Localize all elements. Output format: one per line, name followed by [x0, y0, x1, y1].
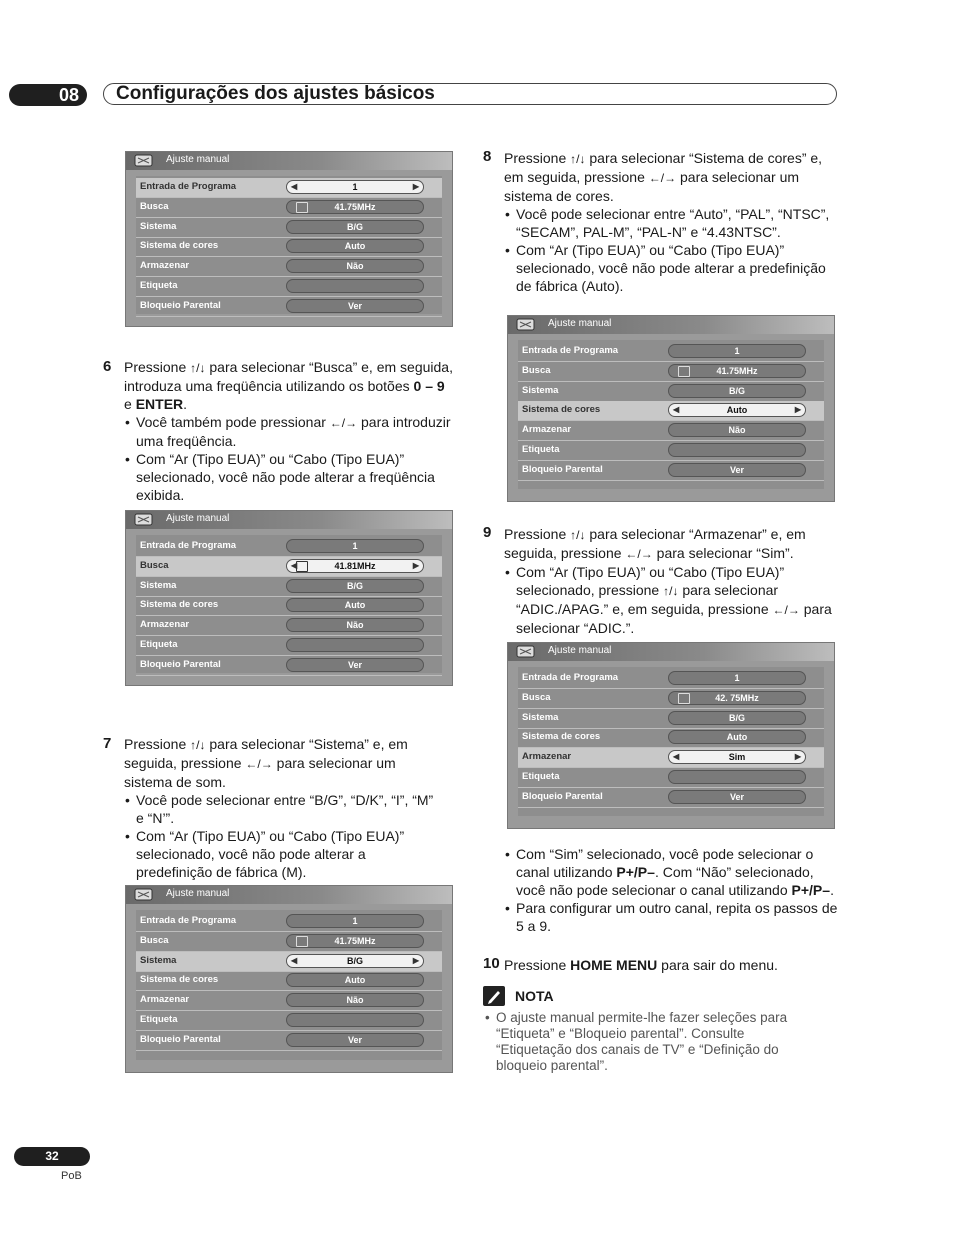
osd-row-label: Bloqueio Parental	[522, 790, 603, 802]
numeric-entry-icon	[678, 366, 690, 377]
osd-row-value-text: Auto	[726, 732, 748, 743]
osd-row-value	[668, 384, 806, 398]
osd-row-value-text: 1	[352, 182, 358, 192]
osd-menu-row[interactable]	[136, 557, 442, 577]
step-9-text: Pressione ↑/↓ para selecionar “Armazenar” e, em seguida, pressione ←/→ para selecionar “Sim”. • Com “Ar (Tipo EUA)” ou “Cabo (Tipo EUA)” selecionado, pressione ↑/↓ para selecionar “ADIC./APAG.” e, em seguida, pressione ←/→ para selecionar “ADIC.”.	[504, 525, 840, 637]
osd-row-value	[668, 730, 806, 744]
osd-row-value	[286, 658, 424, 672]
osd-menu-panel	[518, 340, 824, 489]
numeric-entry-icon	[678, 693, 690, 704]
language-code: PoB	[61, 1170, 82, 1182]
osd-row-label: Entrada de Programa	[140, 540, 237, 551]
osd-row-label: Bloqueio Parental	[140, 299, 221, 311]
osd-row-label: Sistema	[140, 954, 177, 966]
osd-row-label: Armazenar	[140, 260, 190, 272]
osd-screen-4	[507, 315, 835, 502]
osd-row-value-text: Sim	[728, 752, 746, 763]
osd-menu-panel	[136, 176, 442, 314]
osd-row-value	[668, 403, 806, 417]
osd-menu-row[interactable]	[136, 991, 442, 1011]
osd-row-value	[668, 463, 806, 477]
osd-row-value	[286, 200, 424, 214]
osd-row-label: Entrada de Programa	[140, 915, 237, 926]
osd-row-label: Armazenar	[522, 751, 572, 763]
osd-row-label: Sistema	[140, 579, 177, 591]
osd-row-value-text: 1	[734, 673, 740, 683]
osd-row-value	[286, 259, 424, 273]
osd-menu-row[interactable]	[518, 382, 824, 402]
osd-row-label: Etiqueta	[522, 771, 560, 782]
tv-menu-icon	[516, 645, 536, 658]
osd-row-value-text: Não	[346, 261, 364, 272]
osd-row-value	[286, 220, 424, 234]
chapter-badge: 08	[9, 84, 87, 106]
osd-row-label: Bloqueio Parental	[140, 1033, 221, 1045]
osd-menu-panel	[518, 667, 824, 816]
osd-row-value	[668, 750, 806, 764]
osd-row-value-text: Auto	[726, 405, 748, 416]
osd-title-bar	[126, 152, 452, 170]
osd-menu-row[interactable]	[136, 537, 442, 557]
osd-row-value	[668, 671, 806, 685]
right-arrow-icon: ▶	[794, 752, 801, 762]
step-7-bullet-1: • Você pode selecionar entre “B/G”, “D/K”, “I”, “M” e “N’”.	[124, 791, 444, 827]
osd-row-label: Armazenar	[140, 619, 190, 631]
osd-menu-row[interactable]	[136, 277, 442, 297]
tv-menu-icon	[134, 888, 154, 901]
osd-row-value	[668, 770, 806, 784]
osd-row-value-text: 42. 75MHz	[715, 692, 759, 703]
step-7-number: 7	[103, 735, 112, 752]
osd-row-value	[286, 954, 424, 968]
osd-row-label: Etiqueta	[522, 444, 560, 455]
osd-row-value-text: B/G	[346, 221, 363, 232]
osd-menu-row[interactable]	[518, 768, 824, 788]
osd-row-value-text: Ver	[729, 464, 744, 475]
osd-menu-row[interactable]	[518, 362, 824, 382]
osd-row-label: Sistema	[522, 711, 559, 723]
osd-row-value	[286, 279, 424, 293]
osd-title: Ajuste manual	[548, 645, 612, 656]
osd-row-value-text: 41.75MHz	[334, 935, 376, 946]
osd-menu-row[interactable]	[518, 689, 824, 709]
osd-title: Ajuste manual	[548, 318, 612, 329]
left-arrow-icon: ◀	[291, 955, 298, 965]
osd-row-label: Busca	[140, 200, 169, 212]
osd-row-value	[286, 973, 424, 987]
osd-menu-row[interactable]	[136, 912, 442, 932]
osd-menu-row[interactable]	[136, 237, 442, 257]
osd-menu-row[interactable]	[136, 971, 442, 991]
osd-row-value	[286, 638, 424, 652]
osd-row-value	[286, 559, 424, 573]
osd-menu-row[interactable]	[518, 421, 824, 441]
osd-row-label: Sistema de cores	[140, 974, 219, 986]
osd-row-value	[286, 539, 424, 553]
osd-menu-row[interactable]	[136, 636, 442, 656]
osd-row-label: Bloqueio Parental	[140, 658, 221, 670]
osd-row-value	[286, 239, 424, 253]
step-9-bullet-1: • Com “Ar (Tipo EUA)” ou “Cabo (Tipo EUA)” selecionado, pressione ↑/↓ para selecionar “ADIC./APAG.” e, em seguida, pressione ←/→ para selecionar “ADIC.”.	[504, 563, 840, 637]
osd-row-value-text: Ver	[729, 791, 744, 802]
left-arrow-icon: ◀	[673, 405, 680, 415]
osd-row-label: Entrada de Programa	[140, 181, 237, 192]
osd-row-value-text: 41.75MHz	[716, 365, 758, 376]
osd-screen-3	[125, 885, 453, 1073]
osd-menu-row[interactable]	[136, 178, 442, 198]
osd-row-label: Busca	[522, 691, 551, 703]
osd-row-value	[286, 579, 424, 593]
osd-row-value	[286, 914, 424, 928]
right-arrow-icon: ▶	[794, 405, 801, 415]
page-title: Configurações dos ajustes básicos	[116, 83, 435, 104]
osd-row-label: Entrada de Programa	[522, 672, 619, 683]
step-6-bullet-1: • Você também pode pressionar ←/→ para introduzir uma freqüência.	[124, 413, 456, 450]
tv-menu-icon	[134, 513, 154, 526]
osd-title: Ajuste manual	[166, 888, 230, 899]
step-8-bullet-1: • Você pode selecionar entre “Auto”, “PAL”, “NTSC”, “SECAM”, PAL-M”, “PAL-N” e “4.43NTSC”.	[504, 205, 840, 241]
osd-row-label: Sistema	[522, 384, 559, 396]
step-10-text: Pressione HOME MENU para sair do menu.	[504, 957, 778, 973]
osd-row-value	[668, 790, 806, 804]
osd-row-label: Sistema de cores	[140, 599, 219, 611]
osd-menu-row[interactable]	[518, 709, 824, 729]
osd-row-value-text: B/G	[728, 712, 745, 723]
osd-row-label: Etiqueta	[140, 639, 178, 650]
osd-menu-row[interactable]	[136, 257, 442, 277]
osd-title-bar	[126, 886, 452, 904]
osd-row-value-text: B/G	[346, 580, 363, 591]
osd-row-value	[286, 618, 424, 632]
step-8-bullet-2: • Com “Ar (Tipo EUA)” ou “Cabo (Tipo EUA)” selecionado, você não pode alterar a predefinição de fábrica (Auto).	[504, 241, 840, 295]
osd-menu-row[interactable]	[518, 788, 824, 808]
osd-menu-row[interactable]	[518, 461, 824, 481]
osd-title: Ajuste manual	[166, 513, 230, 524]
numeric-entry-icon	[296, 936, 308, 947]
note-title: NOTA	[515, 988, 554, 1004]
osd-menu-row[interactable]	[136, 297, 442, 317]
osd-menu-row[interactable]	[136, 616, 442, 636]
osd-row-value	[286, 1033, 424, 1047]
step-7-bullet-2: • Com “Ar (Tipo EUA)” ou “Cabo (Tipo EUA)” selecionado, você não pode alterar a predefinição de fábrica (M).	[124, 827, 444, 881]
osd-row-value	[668, 443, 806, 457]
osd-menu-row[interactable]	[136, 577, 442, 597]
osd-row-value	[668, 344, 806, 358]
right-arrow-icon: ▶	[412, 560, 419, 570]
osd-menu-row[interactable]	[518, 342, 824, 362]
osd-row-label: Bloqueio Parental	[522, 463, 603, 475]
step-9-bullet-3: • Para configurar um outro canal, repita os passos de 5 a 9.	[504, 899, 840, 935]
step-8-text: Pressione ↑/↓ para selecionar “Sistema de cores” e, em seguida, pressione ←/→ para selecionar um sistema de cores. • Você pode selecionar entre “Auto”, “PAL”, “NTSC”, “SECAM”, PAL-M”, “PAL-N” e “4.43NTSC”. • Com “Ar (Tipo EUA)” ou “Cabo (Tipo EUA)” selecionado, você não pode alterar a predefinição de fábrica (Auto).	[504, 149, 840, 295]
osd-title-bar	[126, 511, 452, 529]
step-8-number: 8	[483, 148, 492, 165]
osd-row-value-text: 41.75MHz	[334, 201, 376, 212]
osd-row-value-text: Ver	[347, 1034, 362, 1045]
step-9-bullet-2: • Com “Sim” selecionado, você pode selecionar o canal utilizando P+/P–. Com “Não” selecionado, você não pode selecionar o canal utilizando P+/P–.	[504, 845, 840, 899]
numeric-entry-icon	[296, 561, 308, 572]
note-pencil-icon	[483, 986, 505, 1006]
osd-row-value	[668, 364, 806, 378]
tv-menu-icon	[516, 318, 536, 331]
osd-row-value	[286, 180, 424, 194]
left-arrow-icon: ◀	[291, 182, 298, 191]
step-9-number: 9	[483, 524, 492, 541]
osd-menu-row[interactable]	[136, 198, 442, 218]
note-text: • O ajuste manual permite-lhe fazer seleções para “Etiqueta” e “Bloqueio parental”. Consulte “Etiquetação dos canais de TV” e “Definição do bloqueio parental”.	[485, 1010, 815, 1074]
osd-row-value	[286, 299, 424, 313]
step-10-number: 10	[483, 955, 500, 972]
osd-menu-row[interactable]	[136, 1031, 442, 1051]
step-6-bullet-2: • Com “Ar (Tipo EUA)” ou “Cabo (Tipo EUA)” selecionado, você não pode alterar a freqüência exibida.	[124, 450, 456, 504]
osd-title-bar	[508, 316, 834, 334]
osd-menu-row[interactable]	[136, 218, 442, 238]
osd-row-value-text: 1	[352, 916, 358, 926]
osd-row-value	[286, 934, 424, 948]
osd-row-label: Sistema de cores	[522, 731, 601, 743]
step-7-text: Pressione ↑/↓ para selecionar “Sistema” e, em seguida, pressione ←/→ para selecionar um sistema de som. • Você pode selecionar entre “B/G”, “D/K”, “I”, “M” e “N’”. • Com “Ar (Tipo EUA)” ou “Cabo (Tipo EUA)” selecionado, você não pode alterar a predefinição de fábrica (M).	[124, 735, 444, 881]
right-arrow-icon: ▶	[412, 955, 419, 965]
step-6-text: Pressione ↑/↓ para selecionar “Busca” e, em seguida, introduza uma freqüência utilizando os botões 0 – 9 e ENTER. • Você também pode pressionar ←/→ para introduzir uma freqüência. • Com “Ar (Tipo EUA)” ou “Cabo (Tipo EUA)” selecionado, você não pode alterar a freqüência exibida.	[124, 358, 456, 504]
osd-row-value-text: 41.81MHz	[334, 560, 376, 571]
osd-menu-row[interactable]	[518, 669, 824, 689]
osd-row-value-text: 1	[734, 346, 740, 356]
tv-menu-icon	[134, 154, 154, 167]
osd-row-value-text: Auto	[344, 975, 366, 986]
osd-menu-row[interactable]	[136, 952, 442, 972]
osd-row-value	[668, 711, 806, 725]
step-6-number: 6	[103, 358, 112, 375]
osd-row-value-text: 1	[352, 541, 358, 551]
osd-menu-panel	[136, 535, 442, 673]
osd-row-value-text: B/G	[728, 385, 745, 396]
osd-row-value-text: Auto	[344, 241, 366, 252]
osd-row-value	[286, 598, 424, 612]
page-number: 32	[14, 1147, 90, 1166]
step-9-extra-text	[504, 845, 840, 935]
osd-row-value	[668, 691, 806, 705]
osd-row-value	[286, 1013, 424, 1027]
osd-row-label: Sistema de cores	[140, 240, 219, 252]
osd-menu-row[interactable]	[136, 1011, 442, 1031]
chapter-title-bar	[103, 83, 837, 105]
osd-row-value-text: B/G	[346, 955, 363, 966]
osd-row-label: Etiqueta	[140, 1014, 178, 1025]
osd-row-value	[668, 423, 806, 437]
osd-row-label: Etiqueta	[140, 280, 178, 291]
osd-row-label: Sistema	[140, 220, 177, 232]
left-arrow-icon: ◀	[291, 560, 298, 570]
osd-menu-row[interactable]	[518, 441, 824, 461]
osd-menu-row[interactable]	[136, 656, 442, 676]
osd-row-label: Busca	[140, 559, 169, 571]
left-arrow-icon: ◀	[673, 752, 680, 762]
osd-row-value-text: Auto	[344, 600, 366, 611]
osd-row-label: Sistema de cores	[522, 404, 601, 416]
osd-menu-row[interactable]	[518, 401, 824, 421]
osd-row-value-text: Ver	[347, 300, 362, 311]
osd-row-label: Busca	[522, 364, 551, 376]
numeric-entry-icon	[296, 202, 308, 213]
osd-menu-row[interactable]	[518, 728, 824, 748]
right-arrow-icon: ▶	[412, 182, 419, 191]
osd-row-label: Entrada de Programa	[522, 345, 619, 356]
osd-screen-5	[507, 642, 835, 829]
osd-row-value-text: Não	[728, 425, 746, 436]
osd-menu-panel	[136, 910, 442, 1060]
osd-row-value-text: Não	[346, 995, 364, 1006]
osd-screen-2	[125, 510, 453, 686]
osd-row-value-text: Não	[346, 620, 364, 631]
osd-row-label: Armazenar	[522, 424, 572, 436]
osd-menu-row[interactable]	[518, 748, 824, 768]
osd-menu-row[interactable]	[136, 932, 442, 952]
osd-row-label: Armazenar	[140, 994, 190, 1006]
osd-title: Ajuste manual	[166, 154, 230, 165]
osd-screen-1	[125, 151, 453, 327]
osd-row-label: Busca	[140, 934, 169, 946]
osd-menu-row[interactable]	[136, 596, 442, 616]
osd-row-value-text: Ver	[347, 659, 362, 670]
osd-row-value	[286, 993, 424, 1007]
osd-title-bar	[508, 643, 834, 661]
